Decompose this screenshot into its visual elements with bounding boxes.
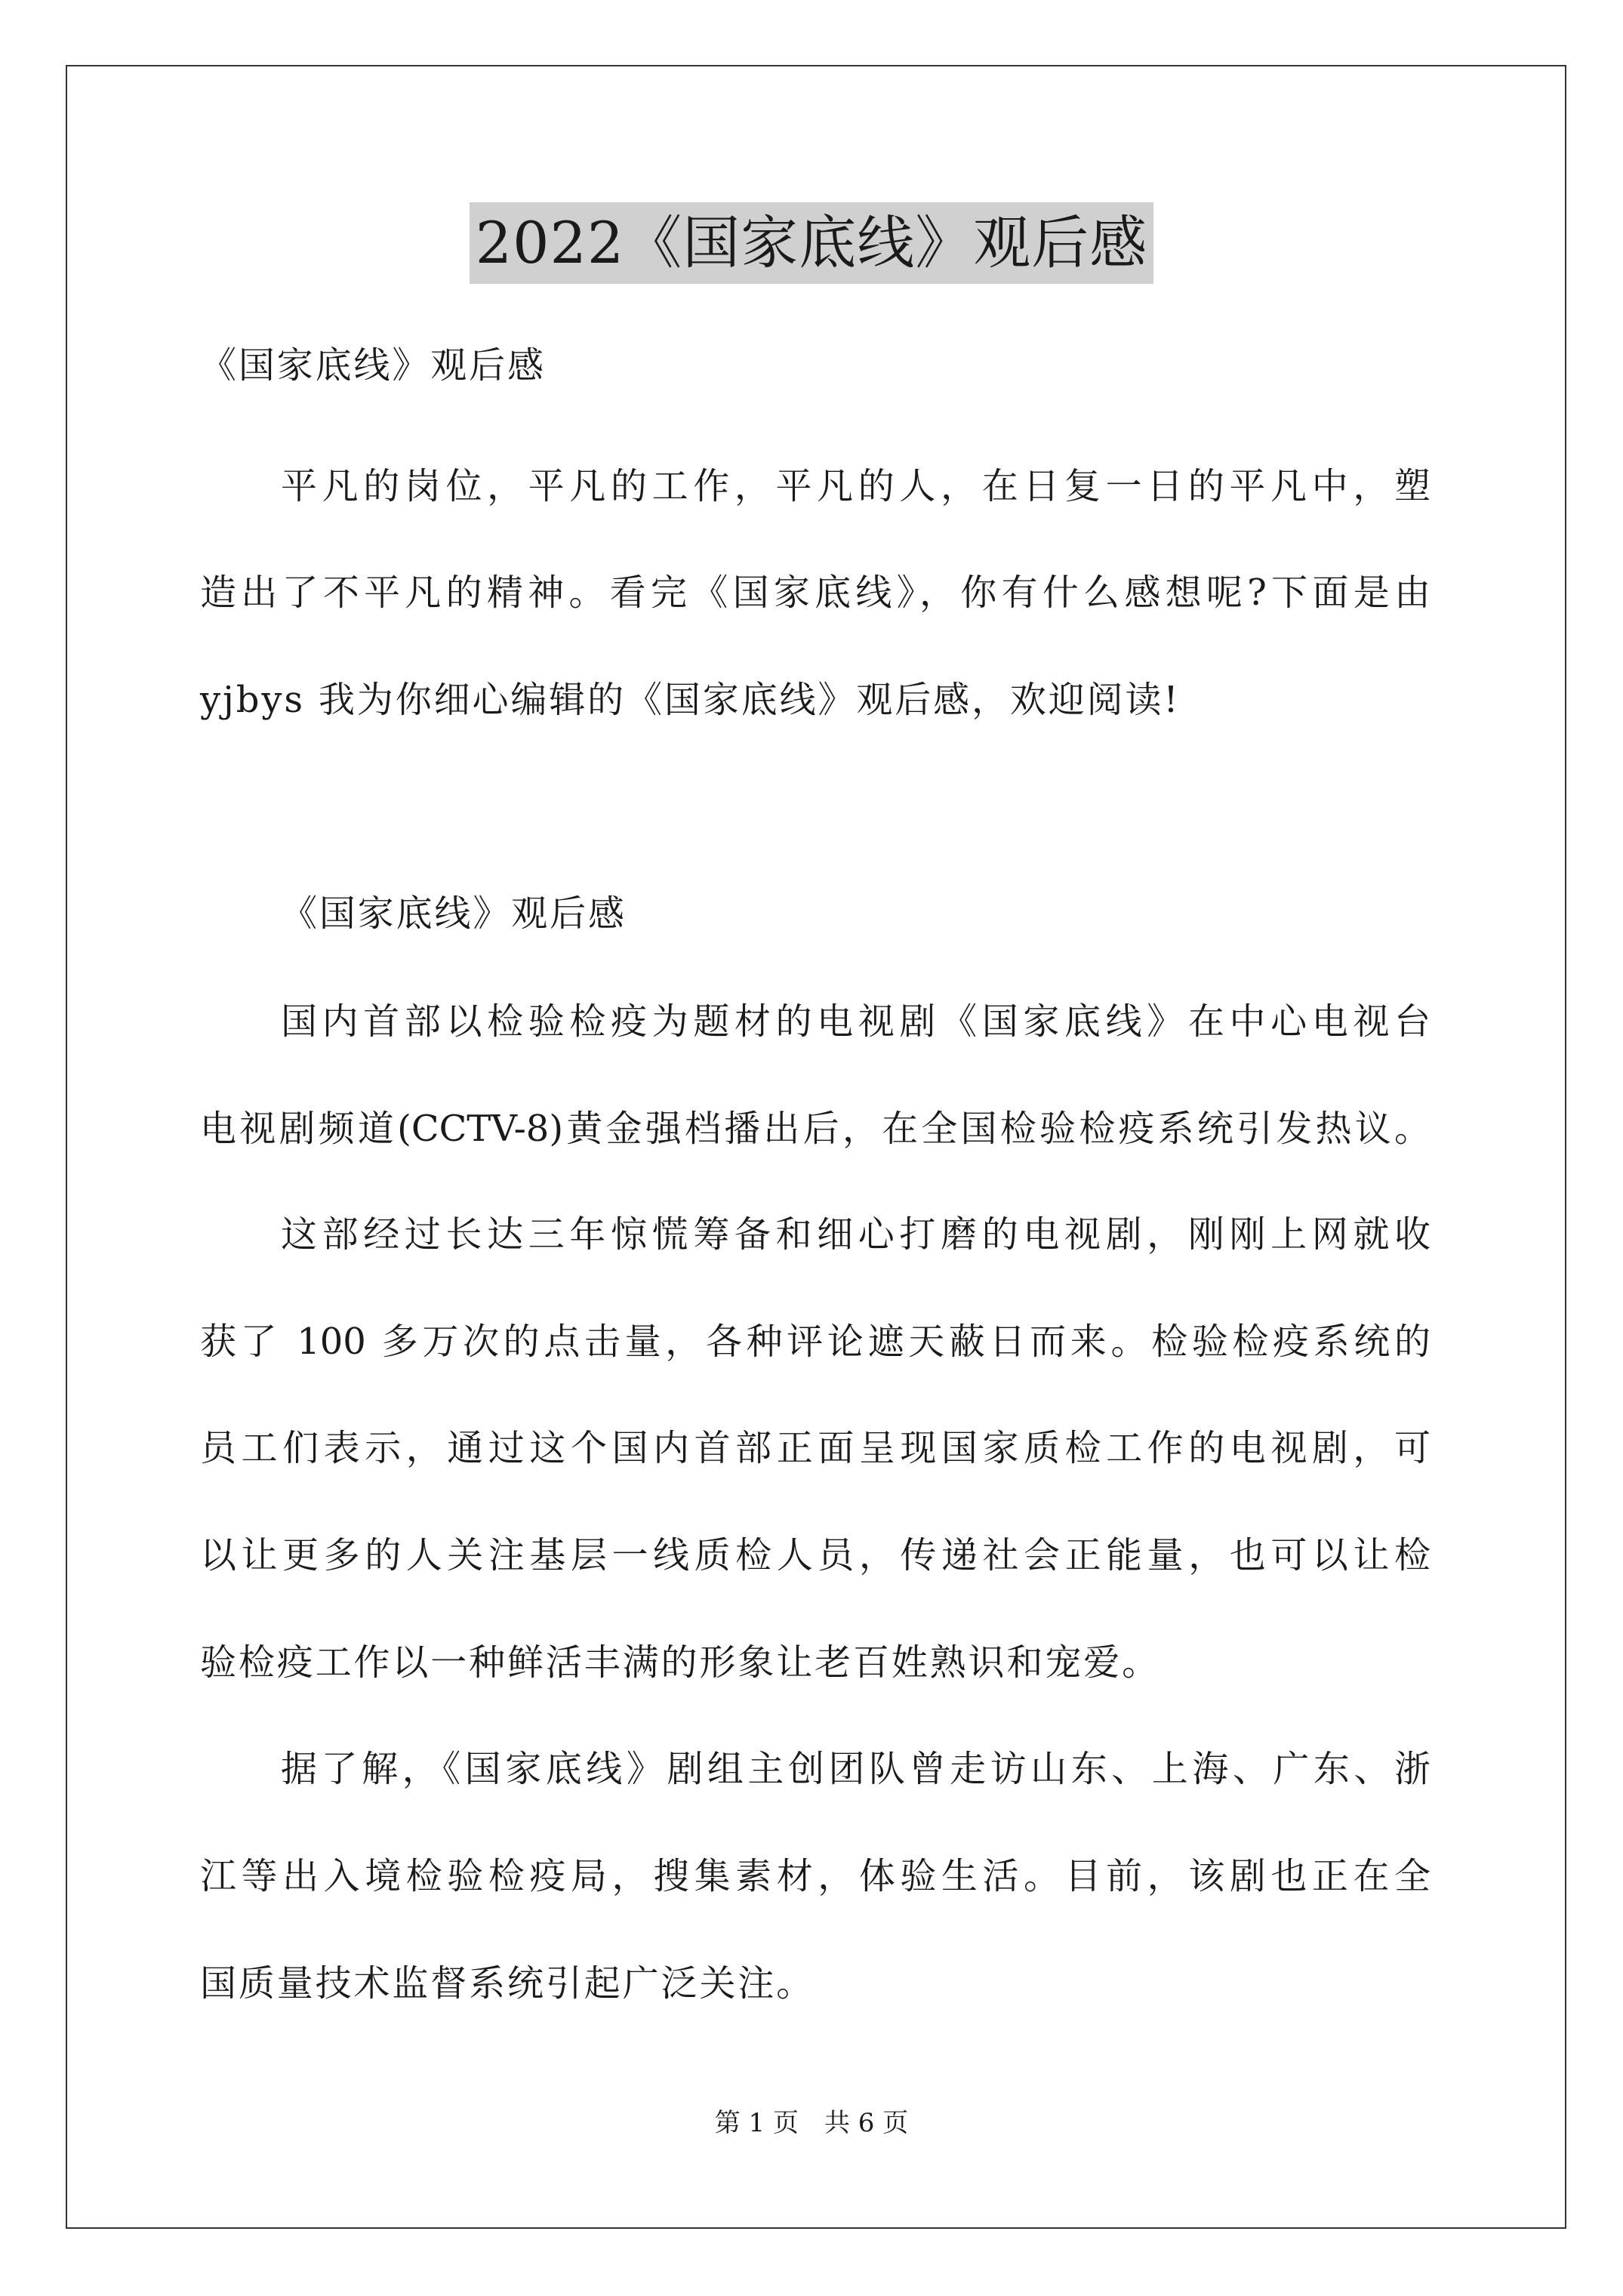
paragraph-line: 据了解，《国家底线》剧组主创团队曾走访山东、上海、广东、浙 [281, 1748, 1431, 1790]
paragraph-line: 国质量技术监督系统引起广泛关注。 [200, 1962, 815, 2005]
paragraph-line: 验检疫工作以一种鲜活丰满的形象让老百姓熟识和宠爱。 [200, 1641, 1161, 1684]
subtitle-line: 《国家底线》观后感 [200, 344, 546, 387]
page-footer: 第 1 页 共 6 页 [714, 2108, 909, 2138]
paragraph-line: 这部经过长达三年惊慌筹备和细心打磨的电视剧，刚刚上网就收 [281, 1213, 1431, 1256]
paragraph-line: 获了 100 多万次的点击量，各种评论遮天蔽日而来。检验检疫系统的 [200, 1321, 1431, 1363]
section-heading: 《国家底线》观后感 [281, 892, 627, 935]
paragraph-line: 平凡的岗位，平凡的工作，平凡的人，在日复一日的平凡中，塑 [281, 465, 1431, 507]
paragraph-line: 员工们表示，通过这个国内首部正面呈现国家质检工作的电视剧，可 [200, 1427, 1431, 1469]
paragraph-line: 造出了不平凡的精神。看完《国家底线》，你有什么感想呢?下面是由 [200, 572, 1431, 614]
paragraph-line: 国内首部以检验检疫为题材的电视剧《国家底线》在中心电视台 [281, 1000, 1431, 1043]
title-container [0, 202, 1623, 284]
paragraph-line: 以让更多的人关注基层一线质检人员，传递社会正能量，也可以让检 [200, 1534, 1431, 1576]
paragraph-line: 江等出入境检验检疫局，搜集素材，体验生活。目前，该剧也正在全 [200, 1855, 1431, 1897]
paragraph-line: 电视剧频道(CCTV-8)黄金强档播出后，在全国检验检疫系统引发热议。 [200, 1108, 1431, 1150]
paragraph-line: yjbys 我为你细心编辑的《国家底线》观后感，欢迎阅读! [200, 679, 1181, 721]
document-title: 2022《国家底线》观后感 [470, 202, 1153, 284]
